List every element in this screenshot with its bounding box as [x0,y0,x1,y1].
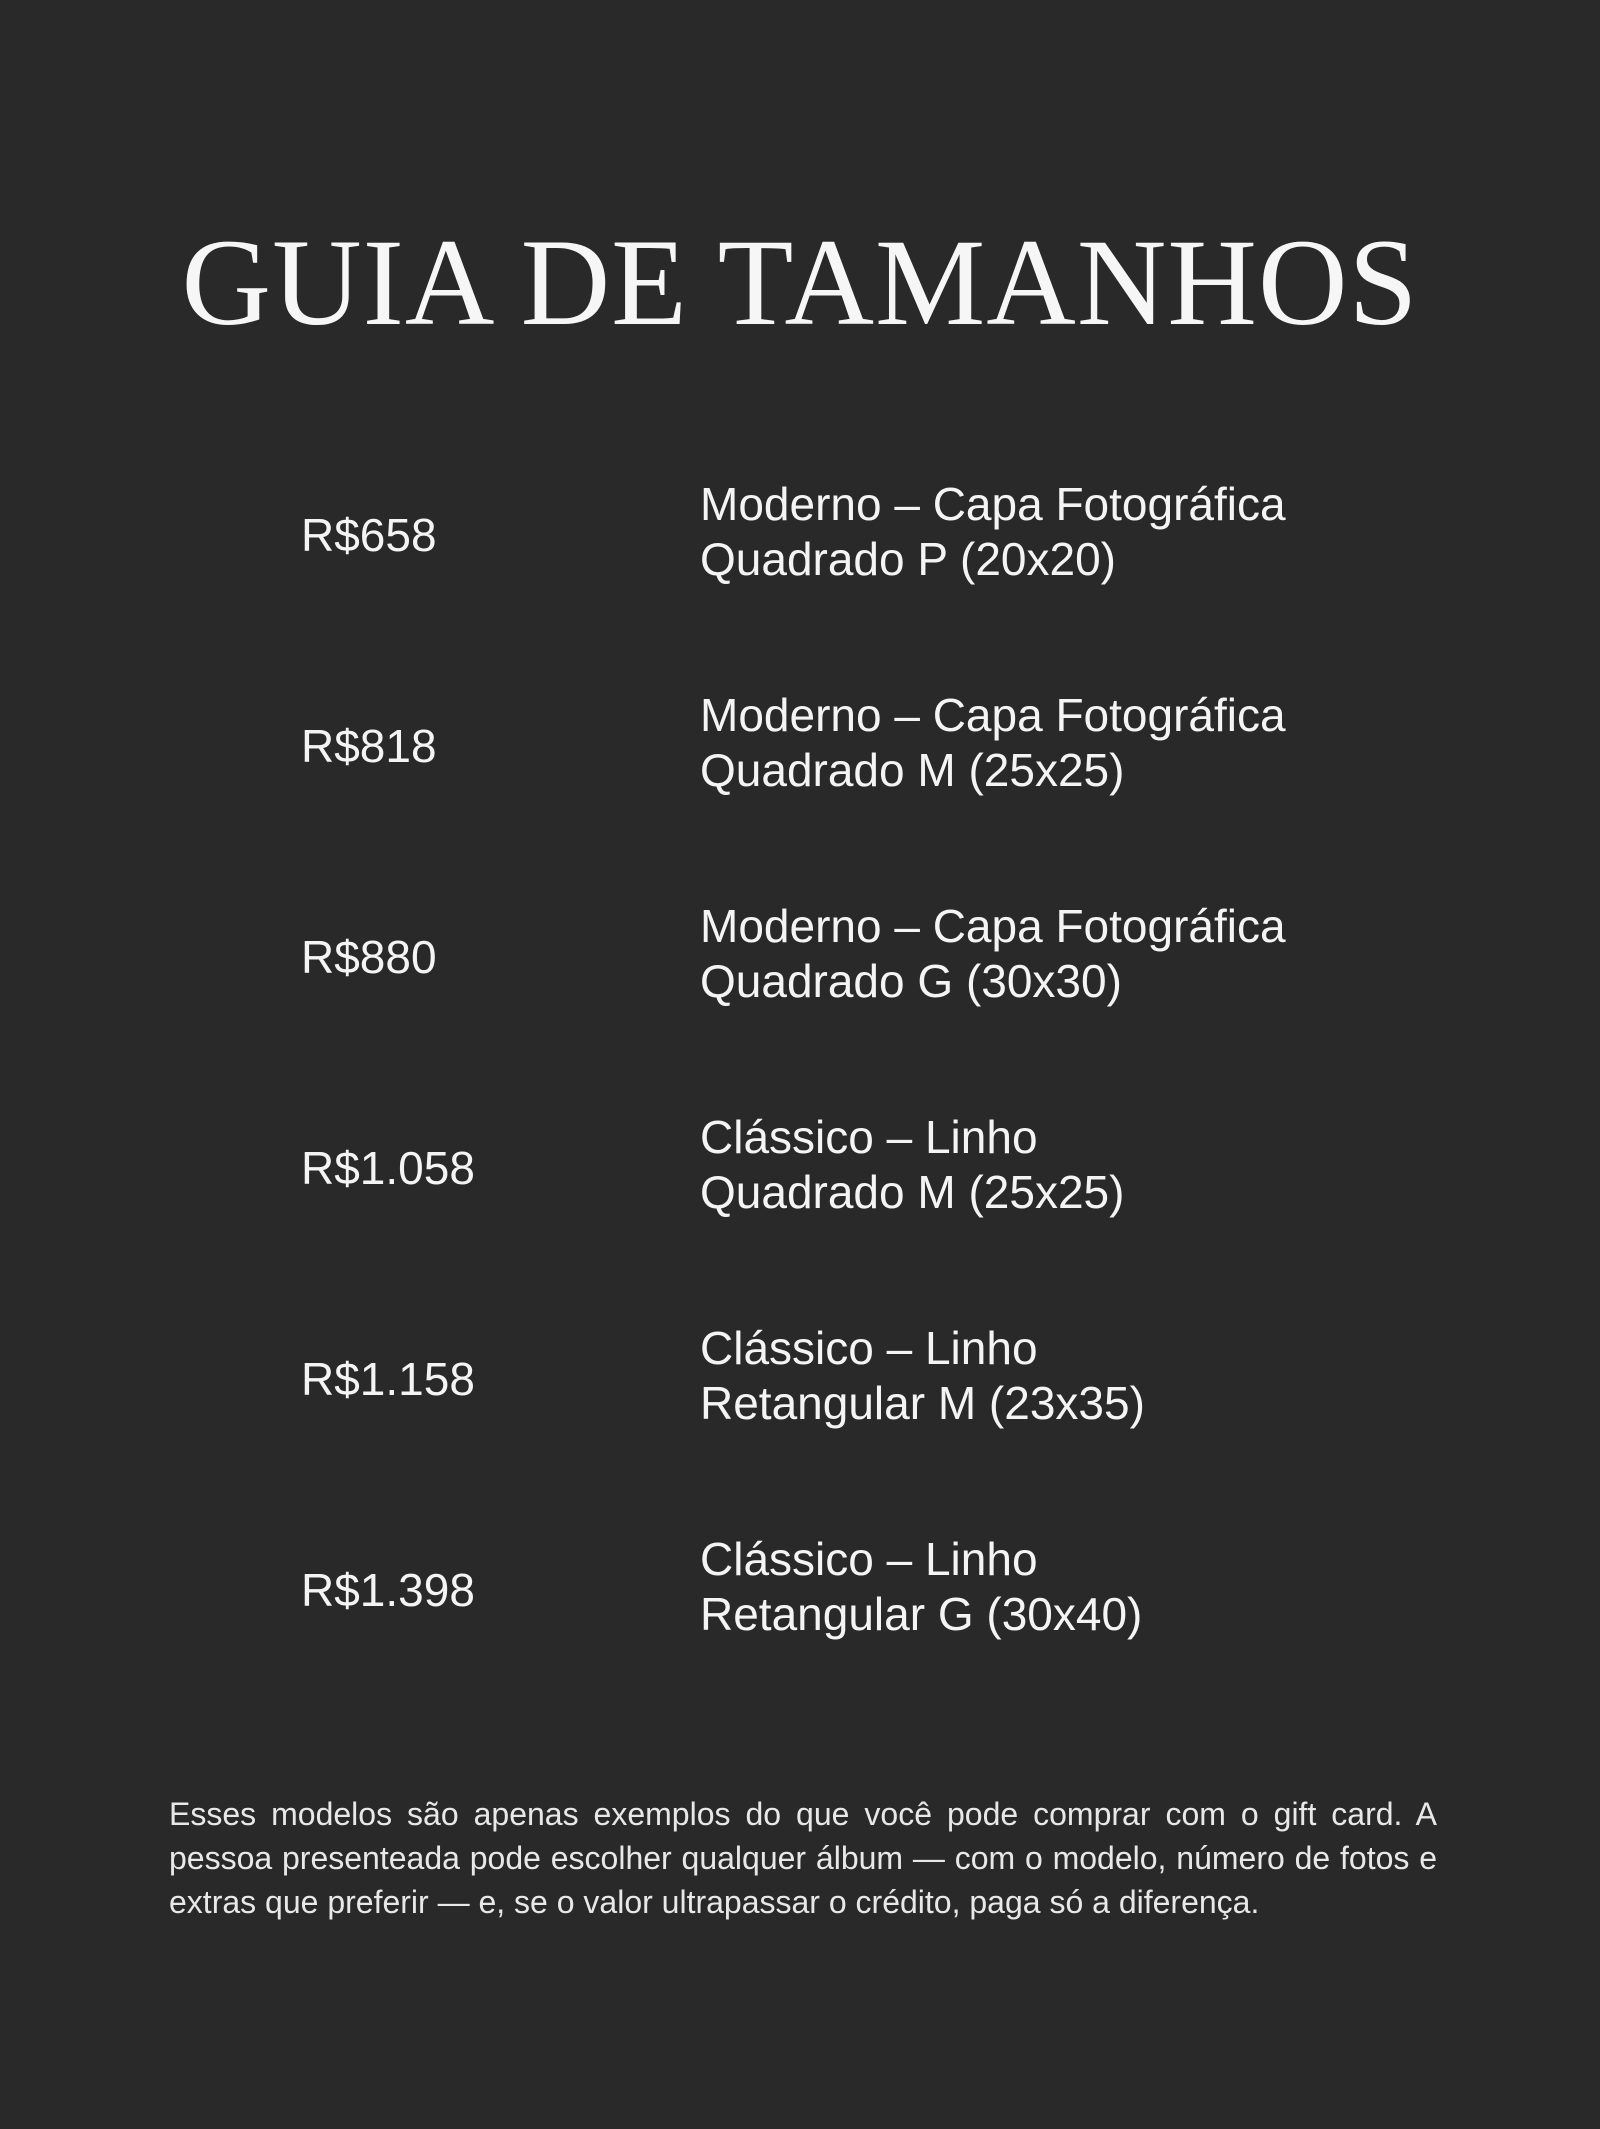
footnote: Esses modelos são apenas exemplos do que você pode comprar com o gift card. A pessoa presenteada pode escolher qualquer álbum — com o modelo, número de fotos e extras que preferir — e, se o valor ultrapassar o crédito, paga só a diferença. [169,1796,1437,1920]
price: R$1.398 [301,1564,475,1616]
size-list [0,475,1600,1741]
album-model: Moderno – Capa Fotográfica [700,689,1286,741]
album-model: Clássico – Linho [700,1322,1038,1374]
size-row [0,686,1600,897]
size-row [0,1319,1600,1530]
album-description [700,1321,1145,1431]
price: R$880 [301,931,437,983]
album-description [700,688,1286,798]
price: R$818 [301,720,437,772]
size-row [0,1108,1600,1319]
album-model: Clássico – Linho [700,1111,1038,1163]
price: R$658 [301,509,437,561]
album-model: Moderno – Capa Fotográfica [700,900,1286,952]
album-size: Quadrado M (25x25) [700,744,1125,796]
album-size: Quadrado M (25x25) [700,1166,1125,1218]
album-description [700,477,1286,587]
album-model: Clássico – Linho [700,1533,1038,1585]
page-title: GUIA DE TAMANHOS [181,214,1419,351]
price: R$1.158 [301,1353,475,1405]
album-description [700,1110,1124,1220]
album-size: Retangular M (23x35) [700,1377,1145,1429]
album-size: Retangular G (30x40) [700,1588,1143,1640]
size-row [0,475,1600,686]
size-row [0,1530,1600,1741]
album-description [700,899,1286,1009]
price: R$1.058 [301,1142,475,1194]
album-size: Quadrado G (30x30) [700,955,1122,1007]
album-model: Moderno – Capa Fotográfica [700,478,1286,530]
album-size: Quadrado P (20x20) [700,533,1116,585]
album-description [700,1532,1142,1642]
size-row [0,897,1600,1108]
